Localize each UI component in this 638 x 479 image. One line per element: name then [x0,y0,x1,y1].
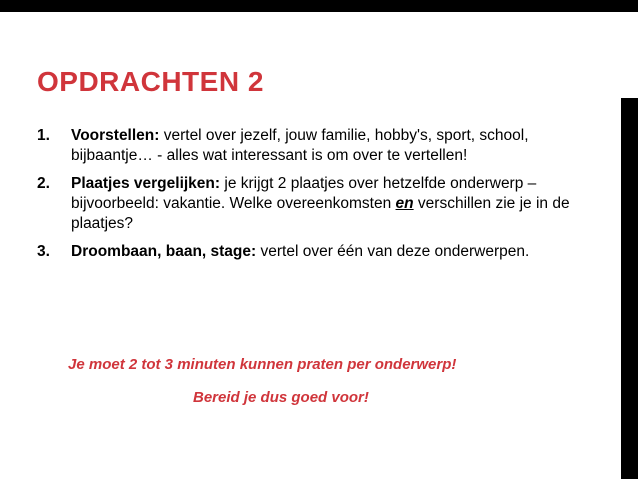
item-number: 3. [37,243,50,260]
item-label: Droombaan, baan, stage: [71,243,257,260]
slide-title: OPDRACHTEN 2 [37,66,264,97]
item-label: Voorstellen: [71,127,160,144]
item-emphasis: en [395,195,414,212]
assignment-list [37,126,577,270]
list-item [37,174,577,234]
right-side-bar [621,98,638,479]
item-text: vertel over één van deze onderwerpen. [256,243,530,260]
item-text-after: verschillen zie je in de plaatjes? [71,195,570,232]
note-line-1: Je moet 2 tot 3 minuten kunnen praten per onderwerp! [68,356,457,373]
note-line-2: Bereid je dus goed voor! [193,389,369,406]
item-number: 2. [37,175,50,192]
top-bar [0,0,638,12]
item-text: vertel over jezelf, jouw familie, hobby's, sport, school, bijbaantje… - alles wat interessant is om over te vertellen! [71,127,529,164]
item-text: je krijgt 2 plaatjes over hetzelfde onderwerp – bijvoorbeeld: vakantie. Welke overeenkomsten [71,175,537,212]
item-label: Plaatjes vergelijken: [71,175,221,192]
item-number: 1. [37,127,50,144]
list-item [37,242,577,262]
list-item [37,126,577,166]
